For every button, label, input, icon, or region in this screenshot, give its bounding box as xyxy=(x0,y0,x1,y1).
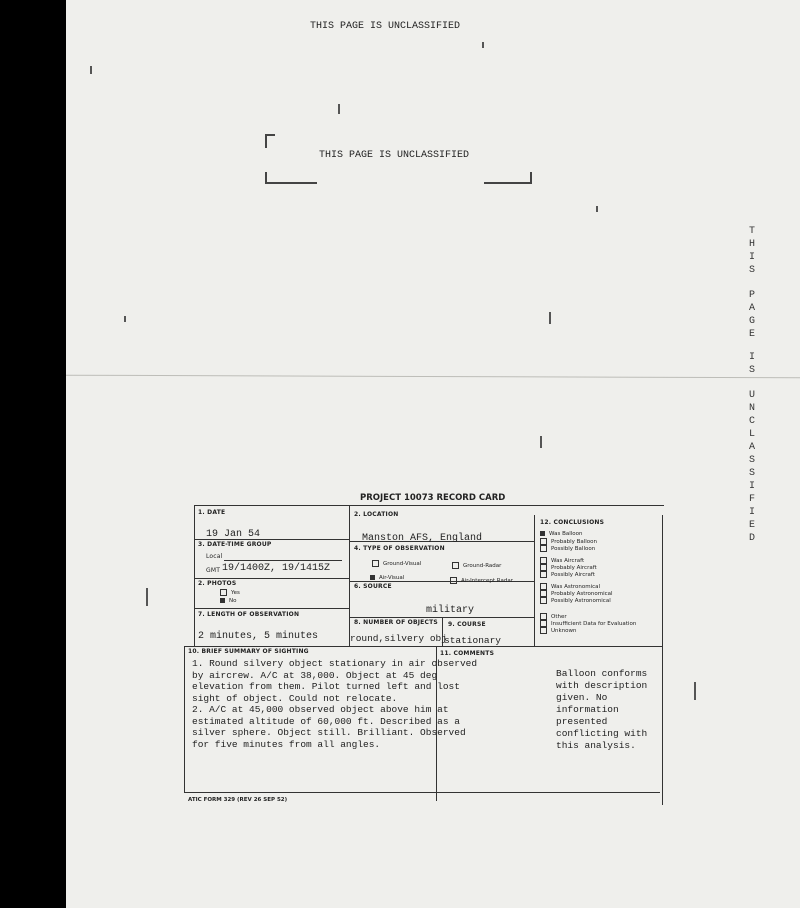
side-banner-letter: S xyxy=(748,468,755,479)
conclusion-option: Probably Balloon xyxy=(540,538,597,545)
conclusion-option: Unknown xyxy=(540,627,577,634)
summary-line: for five minutes from all angles. xyxy=(192,738,381,750)
checkbox-icon xyxy=(540,564,547,571)
comment-line: given. No information presented xyxy=(556,692,619,727)
date-value: 19 Jan 54 xyxy=(206,529,261,540)
conclusion-option: Was Aircraft xyxy=(540,557,584,564)
summary-line: estimated altitude of 60,000 ft. Described as a xyxy=(192,715,460,727)
gmt-value: 19/1400Z, 19/1415Z xyxy=(222,563,331,574)
record-card xyxy=(184,505,664,805)
fold-line xyxy=(66,375,800,379)
speck xyxy=(694,682,696,700)
rule xyxy=(194,505,195,646)
rule xyxy=(194,505,664,506)
rule xyxy=(534,515,535,647)
checkbox-icon xyxy=(450,577,457,584)
side-banner-letter: N xyxy=(748,403,755,414)
conclusion-option: Possibly Balloon xyxy=(540,545,595,552)
document-page xyxy=(66,0,800,908)
rule xyxy=(184,646,662,647)
side-banner-letter: C xyxy=(748,416,755,427)
side-banner-letter: I xyxy=(748,252,755,263)
local-label: Local xyxy=(206,553,223,560)
conclusion-option: Possibly Aircraft xyxy=(540,571,595,578)
speck xyxy=(482,42,484,48)
ground-radar-option: Ground-Radar xyxy=(452,562,501,569)
side-banner-letter: I xyxy=(748,507,755,518)
side-banner-letter: S xyxy=(748,265,755,276)
bracket-bottom-left xyxy=(265,172,317,184)
photos-yes-option: Yes xyxy=(220,589,240,596)
length-label: 7. LENGTH OF OBSERVATION xyxy=(198,611,300,618)
side-banner-letter: S xyxy=(748,365,755,376)
inner-banner: THIS PAGE IS UNCLASSIFIED xyxy=(319,150,470,161)
side-banner-letter: A xyxy=(748,303,755,314)
comments-text xyxy=(556,668,664,752)
summary-line: by aircrew. A/C at 38,000. Object at 45 deg xyxy=(192,669,438,681)
speck xyxy=(596,206,598,212)
checked-box-icon xyxy=(540,531,545,536)
date-label: 1. DATE xyxy=(198,509,226,516)
conclusion-option: Possibly Astronomical xyxy=(540,597,611,604)
photos-no-option: No xyxy=(220,598,236,604)
side-banner-letter: P xyxy=(748,290,755,301)
course-value: stationary xyxy=(444,635,502,646)
num-objects-label: 8. NUMBER OF OBJECTS xyxy=(354,619,438,626)
summary-text xyxy=(192,658,477,750)
checkbox-icon xyxy=(540,590,547,597)
speck xyxy=(549,312,551,324)
checkbox-icon xyxy=(540,583,547,590)
conclusions-label: 12. CONCLUSIONS xyxy=(540,519,605,526)
summary-line: 1. Round silvery object stationary in air observed xyxy=(192,658,478,669)
comment-line: conflicting with this analysis. xyxy=(556,728,648,751)
speck xyxy=(540,436,542,448)
checkbox-icon xyxy=(540,557,547,564)
side-banner-letter: L xyxy=(748,429,755,440)
rule xyxy=(194,578,349,579)
air-intercept-radar-option: Air-Intercept Radar xyxy=(450,577,513,584)
checked-box-icon xyxy=(370,575,375,580)
checkbox-icon xyxy=(372,560,379,567)
side-banner-letter: E xyxy=(748,329,755,340)
datetime-label: 3. DATE-TIME GROUP xyxy=(198,541,272,548)
location-label: 2. LOCATION xyxy=(354,511,399,518)
checkbox-icon xyxy=(540,538,547,545)
bracket-top-left xyxy=(265,134,275,148)
gmt-label: GMT xyxy=(206,567,221,574)
length-value: 2 minutes, 5 minutes xyxy=(198,631,319,642)
side-banner-letter: T xyxy=(748,226,755,237)
comments-label: 11. COMMENTS xyxy=(440,650,495,657)
rule xyxy=(224,560,342,561)
rule xyxy=(184,792,660,793)
speck xyxy=(338,104,340,114)
conclusion-option: Probably Astronomical xyxy=(540,590,613,597)
checkbox-icon xyxy=(540,627,547,634)
side-banner-letter: I xyxy=(748,481,755,492)
conclusion-option: Was Astronomical xyxy=(540,583,600,590)
conclusion-option: Other xyxy=(540,613,567,620)
type-obs-label: 4. TYPE OF OBSERVATION xyxy=(354,545,445,552)
side-banner-letter: H xyxy=(748,239,755,250)
side-banner-letter: S xyxy=(748,455,755,466)
air-visual-option: Air-Visual xyxy=(370,575,404,581)
card-title: PROJECT 10073 RECORD CARD xyxy=(360,493,506,503)
speck xyxy=(124,316,126,322)
ground-visual-option: Ground-Visual xyxy=(372,560,421,567)
bracket-bottom-right xyxy=(484,172,532,184)
source-value: military xyxy=(426,605,475,616)
checkbox-icon xyxy=(540,613,547,620)
checkbox-icon xyxy=(540,571,547,578)
checkbox-icon xyxy=(540,545,547,552)
side-banner-letter: F xyxy=(748,494,755,505)
rule xyxy=(662,515,663,805)
checkbox-icon xyxy=(540,597,547,604)
location-value: Manston AFS, England xyxy=(362,533,483,544)
rule xyxy=(184,646,185,793)
comment-line: Balloon conforms with description xyxy=(556,668,648,691)
num-objects-value: round,silvery obj xyxy=(350,633,447,644)
speck xyxy=(90,66,92,74)
checkbox-icon xyxy=(220,589,227,596)
summary-line: sight of object. Could not relocate. xyxy=(192,692,398,704)
source-label: 6. SOURCE xyxy=(354,583,392,590)
rule xyxy=(194,608,349,609)
speck xyxy=(146,588,148,606)
course-label: 9. COURSE xyxy=(448,621,486,628)
checkbox-icon xyxy=(540,620,547,627)
checkbox-icon xyxy=(452,562,459,569)
side-banner-letter: D xyxy=(748,533,755,544)
side-banner-letter: G xyxy=(748,316,755,327)
side-banner-letter: A xyxy=(748,442,755,453)
checked-box-icon xyxy=(220,598,225,603)
summary-line: elevation from them. Pilot turned left and lost xyxy=(192,681,460,692)
summary-line: 2. A/C at 45,000 observed object above him at xyxy=(192,704,449,715)
side-banner-letter: E xyxy=(748,520,755,531)
rule xyxy=(349,505,350,646)
conclusion-option: Was Balloon xyxy=(540,531,583,537)
summary-label: 10. BRIEF SUMMARY OF SIGHTING xyxy=(188,648,309,655)
top-banner: THIS PAGE IS UNCLASSIFIED xyxy=(310,21,461,32)
conclusion-option: Insufficient Data for Evaluation xyxy=(540,620,636,627)
summary-line: silver sphere. Object still. Brilliant. Observed xyxy=(192,727,466,738)
photos-label: 2. PHOTOS xyxy=(198,580,237,587)
side-banner-letter: I xyxy=(748,352,755,363)
side-banner-letter: U xyxy=(748,390,755,401)
form-id: ATIC FORM 329 (REV 26 SEP 52) xyxy=(188,797,288,803)
conclusion-option: Probably Aircraft xyxy=(540,564,597,571)
